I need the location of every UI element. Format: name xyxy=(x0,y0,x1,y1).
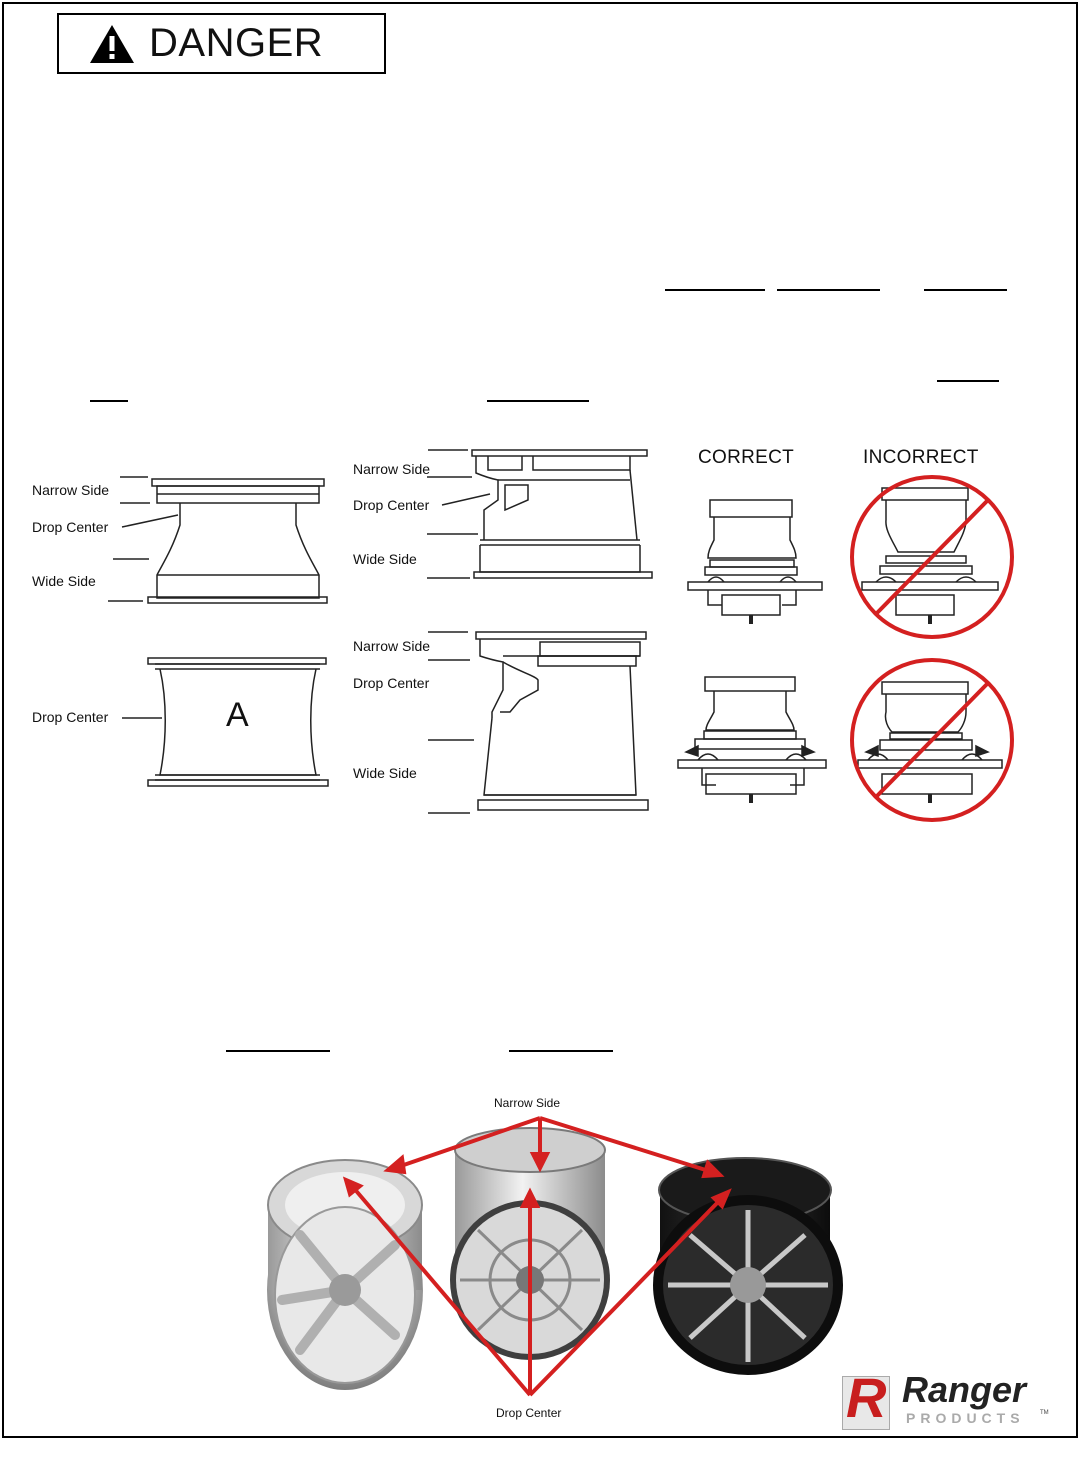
label-letter-a: A xyxy=(226,696,249,734)
wheel-1 xyxy=(267,1160,423,1390)
ranger-logo xyxy=(842,1366,1062,1432)
label-narrow-side-3: Narrow Side xyxy=(353,638,431,654)
label-wide-side-2: Wide Side xyxy=(353,551,417,567)
label-drop-center-4: Drop Center xyxy=(353,675,430,691)
logo-brand: Ranger xyxy=(902,1369,1027,1410)
label-wide-side-3: Wide Side xyxy=(353,765,417,781)
label-wide-side-1: Wide Side xyxy=(32,573,96,589)
label-drop-center-1: Drop Center xyxy=(32,519,109,535)
wheel-3 xyxy=(653,1158,843,1375)
logo-sub: PRODUCTS xyxy=(906,1410,1025,1426)
photo-label-drop-center: Drop Center xyxy=(496,1406,562,1420)
label-drop-center-3: Drop Center xyxy=(353,497,430,513)
label-correct: CORRECT xyxy=(698,447,795,468)
logo-letter: R xyxy=(846,1366,887,1429)
label-drop-center-2: Drop Center xyxy=(32,709,109,725)
label-incorrect: INCORRECT xyxy=(863,447,979,468)
photo-label-narrow-side: Narrow Side xyxy=(494,1096,561,1110)
logo-tm: TM xyxy=(1040,1410,1049,1416)
label-narrow-side-2: Narrow Side xyxy=(353,461,431,477)
danger-label: DANGER xyxy=(149,21,324,65)
label-narrow-side-1: Narrow Side xyxy=(32,482,110,498)
